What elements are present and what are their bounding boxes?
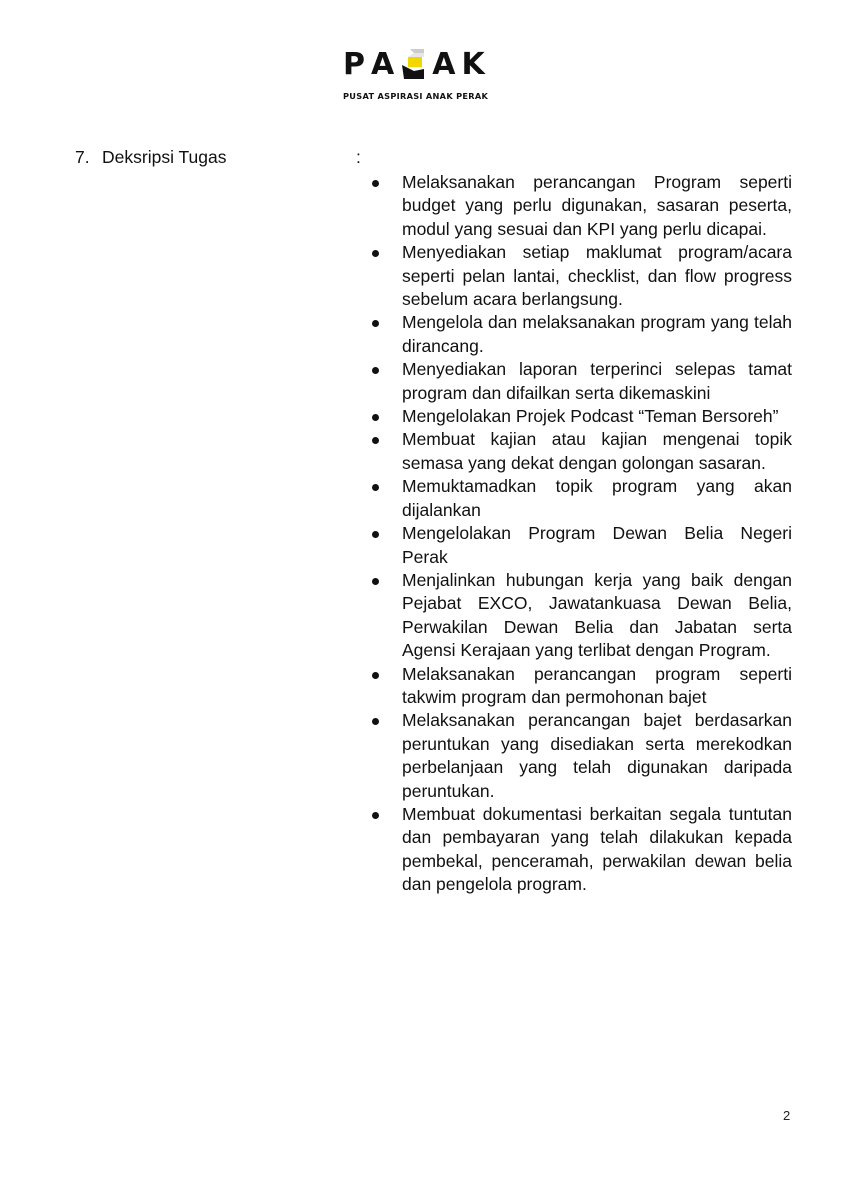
bullet-icon [372,484,379,491]
logo-letter-p: P [343,46,371,82]
bullet-icon [372,718,379,725]
logo-letter-a: A [371,46,401,82]
list-item-text: Mengelolakan Projek Podcast “Teman Bersoreh” [402,406,779,427]
logo-letter-a2: A [432,46,462,82]
list-item [402,803,792,897]
section-heading: Deksripsi Tugas [102,147,227,167]
logo-tagline: PUSAT ASPIRASI ANAK PERAK [343,91,489,101]
list-item-text: Melaksanakan perancangan bajet berdasarkan peruntukan yang disediakan serta merekodkan perbelanjaan yang telah digunakan daripada peruntukan. [402,710,792,801]
bullet-icon [372,367,379,374]
bullet-icon [372,180,379,187]
section-separator: : [356,147,361,167]
bullet-icon [372,414,379,421]
list-item-text: Menyediakan setiap maklumat program/acara seperti pelan lantai, checklist, dan flow progress sebelum acara berlangsung. [402,242,792,310]
list-item [402,171,792,241]
pasak-logo [343,44,508,104]
list-item-text: Mengelola dan melaksanakan program yang telah dirancang. [402,312,792,356]
logo-letter-k: K [461,46,491,82]
bullet-icon [372,812,379,819]
logo-s-mark-icon [400,47,426,81]
list-item-text: Membuat kajian atau kajian mengenai topik semasa yang dekat dengan golongan sasaran. [402,429,792,473]
bullet-icon [372,672,379,679]
list-item [402,475,792,522]
list-item [402,428,792,475]
list-item [402,522,792,569]
list-item [402,663,792,710]
list-item-text: Memuktamadkan topik program yang akan dijalankan [402,476,792,520]
page-number: 2 [783,1108,791,1123]
task-list [402,171,792,897]
bullet-icon [372,320,379,327]
list-item [402,311,792,358]
list-item-text: Membuat dokumentasi berkaitan segala tuntutan dan pembayaran yang telah dilakukan kepada pembekal, penceramah, perwakilan dewan belia dan pengelola program. [402,803,792,895]
list-item-text: Mengelolakan Program Dewan Belia Negeri Perak [402,523,792,567]
section-number: 7. [75,147,90,167]
list-item-text: Melaksanakan perancangan program seperti takwim program dan permohonan bajet [402,663,792,707]
list-item-text: Melaksanakan perancangan Program seperti budget yang perlu digunakan, sasaran peserta, modul yang sesuai dan KPI yang perlu dicapai. [402,172,792,239]
list-item [402,358,792,405]
bullet-icon [372,531,379,538]
bullet-icon [372,578,379,585]
list-item [402,241,792,311]
list-item-text: Menjalinkan hubungan kerja yang baik dengan Pejabat EXCO, Jawatankuasa Dewan Belia, Perwakilan Dewan Belia dan Jabatan serta Agensi Kerajaan yang terlibat dengan Program. [402,569,792,661]
list-item [402,569,792,663]
list-item-text: Menyediakan laporan terperinci selepas tamat program dan difailkan serta dikemaskini [402,359,792,403]
list-item [402,405,792,428]
logo-wordmark [343,44,491,84]
bullet-icon [372,250,379,257]
list-item [402,709,792,803]
bullet-icon [372,437,379,444]
